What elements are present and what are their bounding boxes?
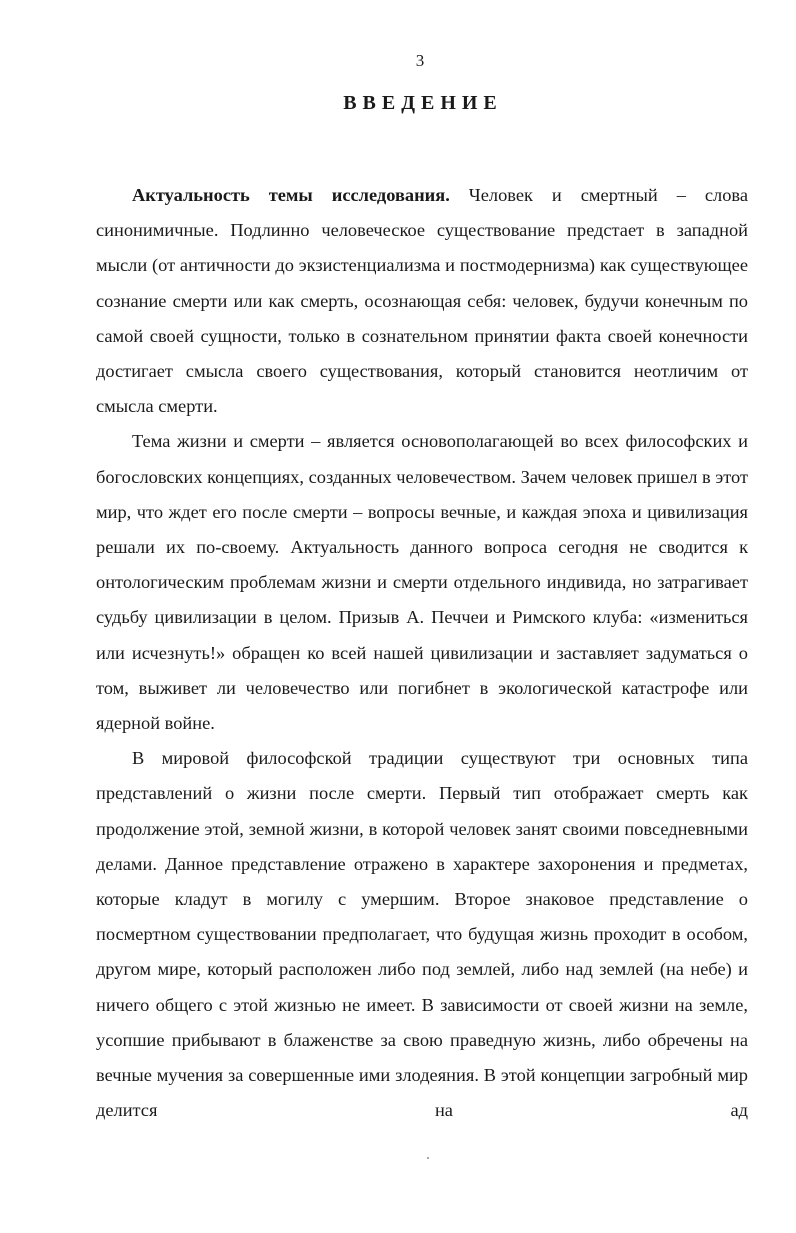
page-title: ВВЕДЕНИЕ [343, 92, 503, 114]
paragraph-life-death: Тема жизни и смерти – является основополагающей во всех философских и богословских концепциях, созданных человечеством. Зачем человек пришел в этот мир, что ждет его после смерти – вопросы вечные, и каждая эпоха и цивилизация решали их по-своему. Актуальность данного вопроса сегодня не сводится к онтологическим проблемам жизни и смерти отдельного индивида, но затрагивает судьбу цивилизации в целом. Призыв А. Печчеи и Римского клуба: «измениться или исчезнуть!» обращен ко всей нашей цивилизации и заставляет задуматься о том, выживет ли человечество или погибнет в экологической катастрофе или ядерной войне. [96, 431, 748, 734]
paragraph-afterlife-types: В мировой философской традиции существуют три основных типа представлений о жизни после смерти. Первый тип отображает смерть как продолжение этой, земной жизни, в которой человек занят своими повседневными делами. Данное представление отражено в характере захоронения и предметах, которые кладут в могилу с умершим. Второе знаковое представление о посмертном существовании предполагает, что будущая жизнь проходит в особом, другом мире, который расположен либо под землей, либо над землей (на небе) и ничего общего с этой жизнью не имеет. В зависимости от своей жизни на земле, усопшие прибывают в блаженстве за свою праведную жизнь, либо обречены на вечные мучения за совершенные ими злодеяния. В этой концепции загробный мир делится на ад [96, 748, 748, 1121]
paragraph-lead: Актуальность темы исследования. [132, 185, 450, 205]
scan-speck [427, 1157, 429, 1159]
page-number: 3 [415, 51, 425, 70]
paragraph-relevance [96, 178, 748, 424]
body-text [96, 178, 748, 1128]
paragraph-text: Человек и смертный – слова синонимичные. Подлинно человеческое существование предстает в западной мысли (от античности до экзистенциализма и постмодернизма) как существующее сознание смерти или как смерть, осознающая себя: человек, будучи конечным по самой своей сущности, только в сознательном принятии факта своей конечности достигает смысла своего существования, который становится неотличим от смысла смерти. [96, 185, 748, 417]
